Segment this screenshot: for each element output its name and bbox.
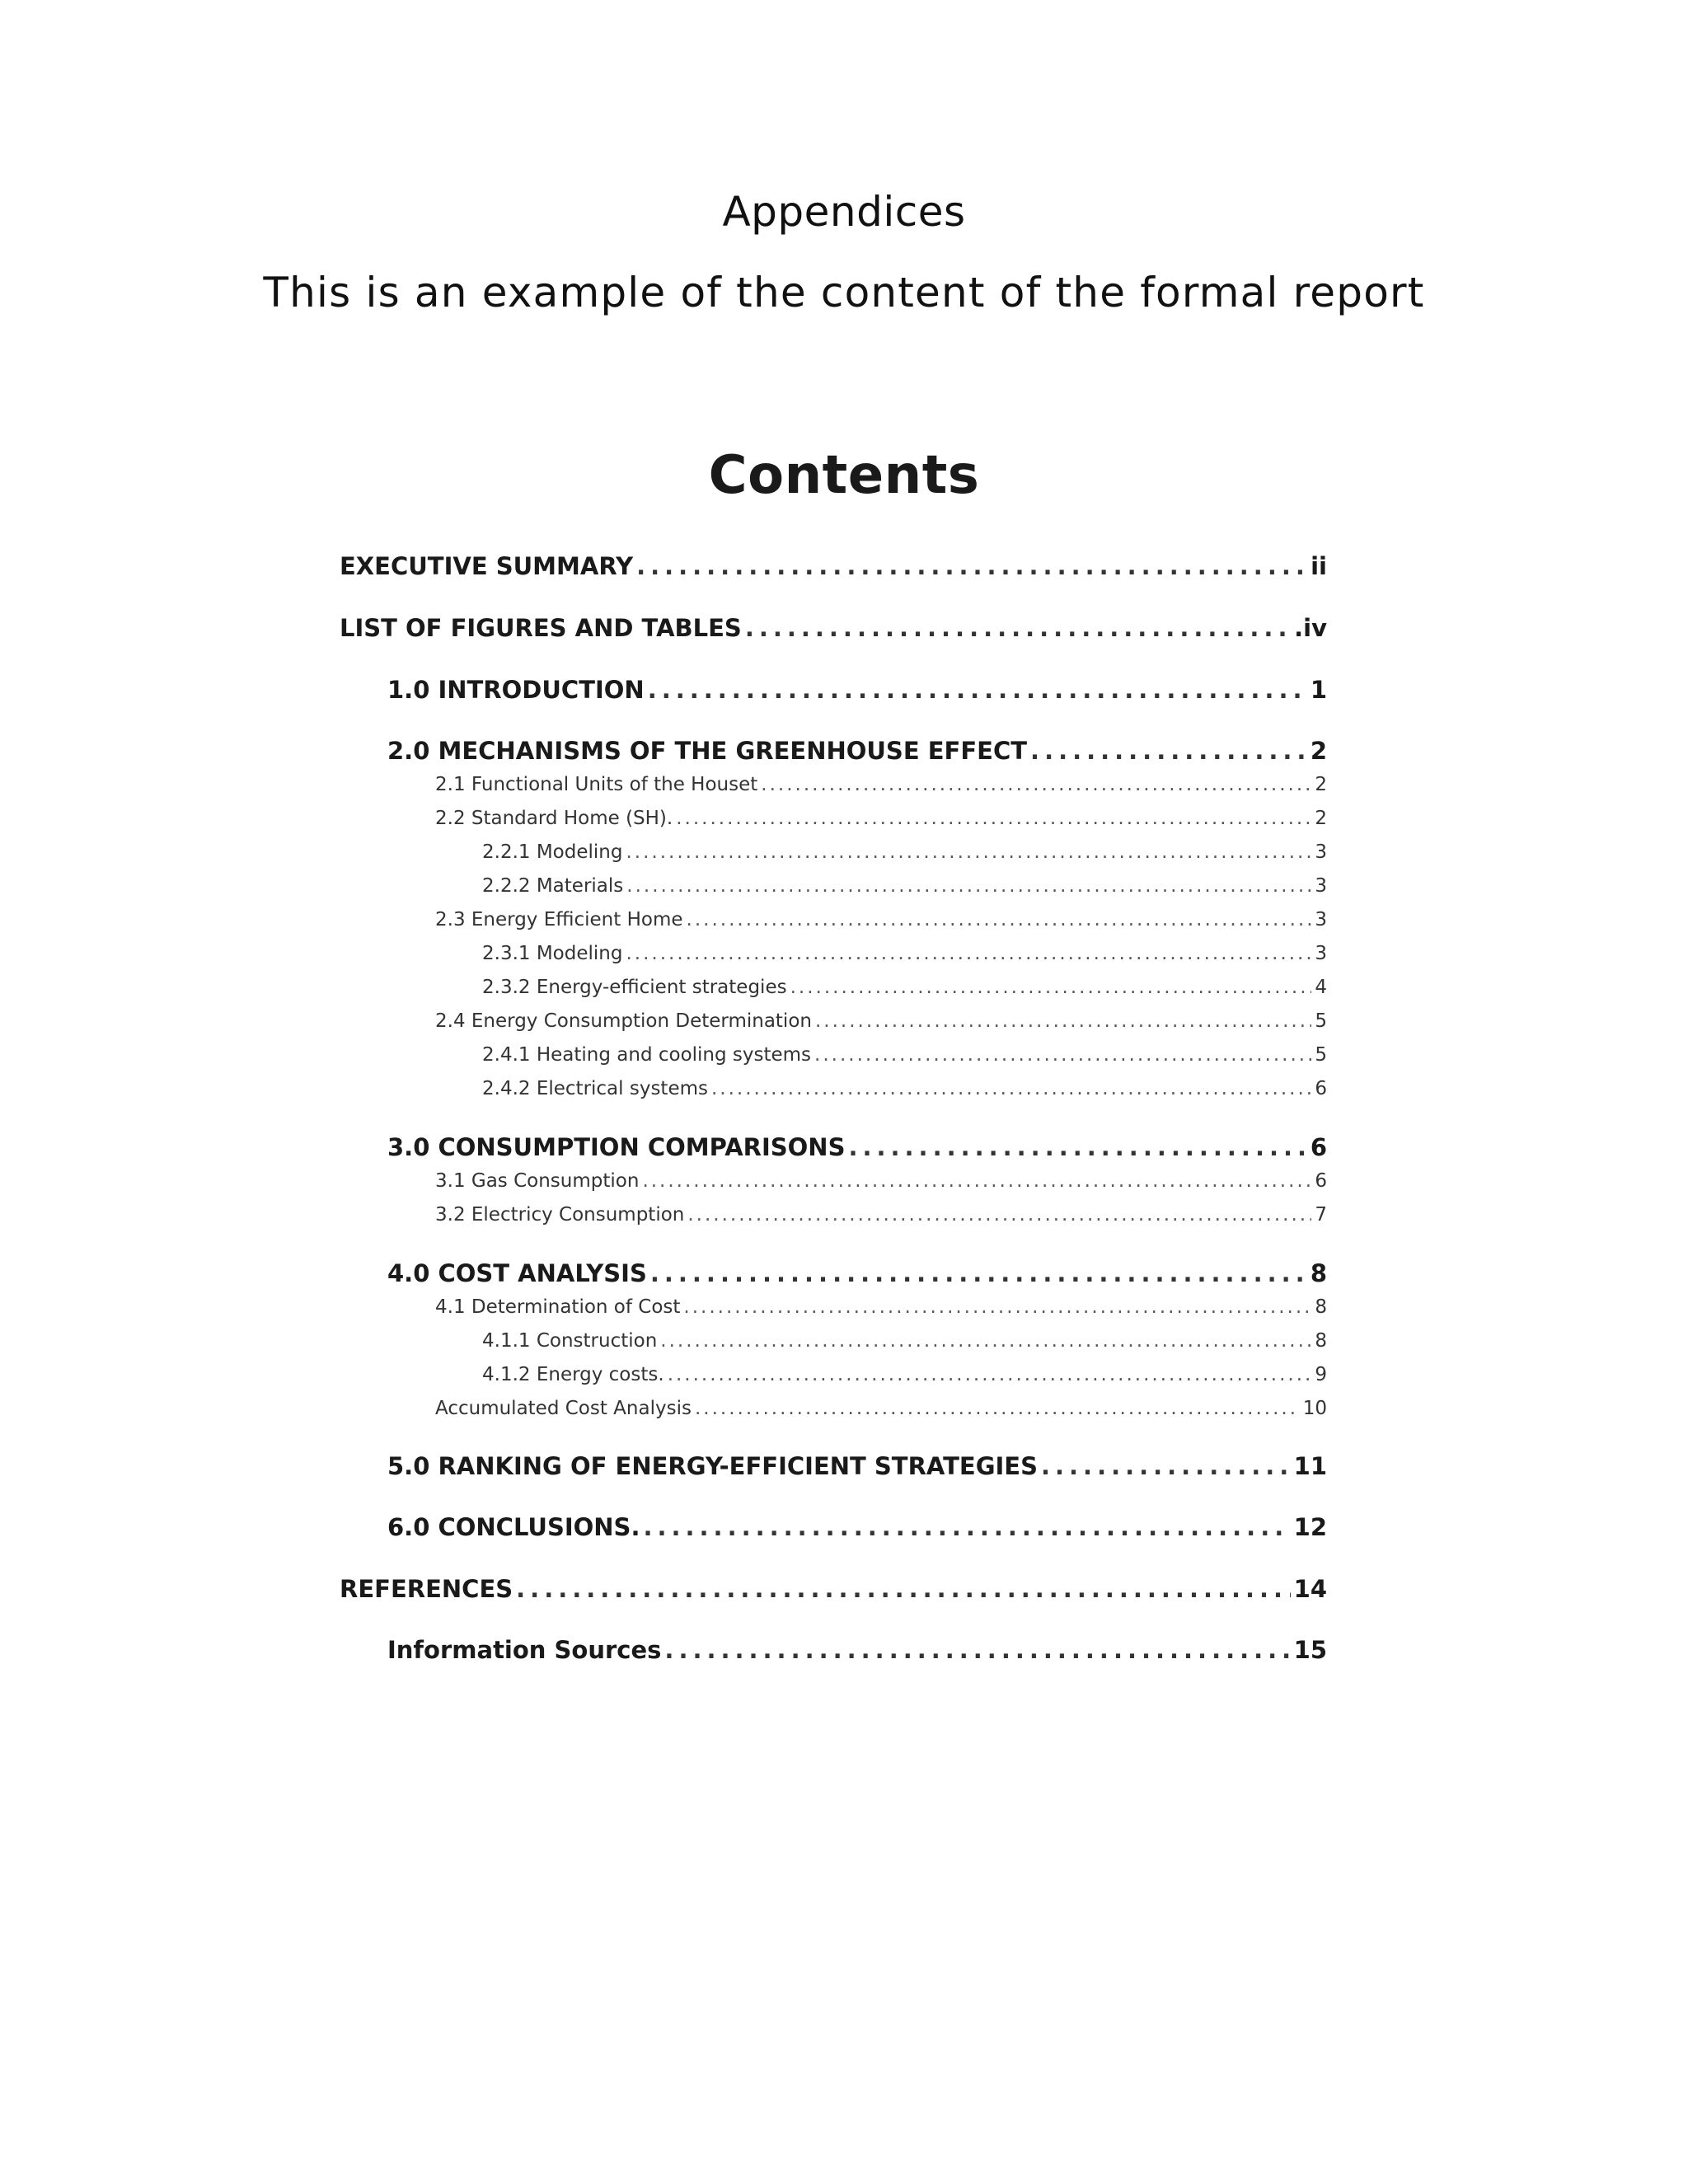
toc-dot-leader: [668, 1364, 1312, 1385]
toc-entry-title: 2.3.1 Modeling: [482, 943, 623, 964]
toc-entry-title: 4.1.1 Construction: [482, 1330, 658, 1352]
toc-dot-leader: [648, 676, 1307, 704]
toc-entry-standard-home[interactable]: [435, 808, 1327, 829]
toc-entry-page: 9: [1315, 1364, 1327, 1385]
toc-dot-leader: [626, 943, 1311, 964]
toc-entry-title: Accumulated Cost Analysis: [435, 1398, 692, 1419]
toc-dot-leader: [745, 614, 1291, 642]
toc-entry-title: 5.0 RANKING OF ENERGY-EFFICIENT STRATEGIES: [387, 1452, 1038, 1480]
toc-entry-page: 2: [1315, 808, 1327, 829]
toc-dot-leader: [687, 909, 1312, 930]
toc-dot-leader: [626, 841, 1311, 863]
toc-entry-page: 1: [1310, 676, 1327, 704]
toc-entry-page: 3: [1315, 909, 1327, 930]
toc-entry-title: 2.3 Energy Efficient Home: [435, 909, 683, 930]
toc-entry-title: REFERENCES: [340, 1575, 513, 1603]
toc-entry-title: 2.4 Energy Consumption Determination: [435, 1010, 812, 1032]
toc-entry-electrical-systems[interactable]: [482, 1078, 1327, 1099]
toc-entry-title: 4.1.2 Energy costs.: [482, 1364, 664, 1385]
toc-entry-sh-materials[interactable]: [482, 875, 1327, 897]
toc-dot-leader: [683, 1296, 1311, 1318]
toc-entry-energy-efficient-home[interactable]: [435, 909, 1327, 930]
toc-entry-title: LIST OF FIGURES AND TABLES: [340, 614, 742, 642]
toc-dot-leader: [711, 1078, 1311, 1099]
toc-entry-title: 2.2 Standard Home (SH).: [435, 808, 673, 829]
toc-entry-title: 2.2.2 Materials: [482, 875, 624, 897]
toc-dot-leader: [660, 1330, 1311, 1352]
toc-entry-page: 4: [1315, 977, 1327, 998]
toc-dot-leader: [1030, 737, 1307, 765]
toc-entry-title: 3.1 Gas Consumption: [435, 1170, 640, 1192]
toc-entry-eeh-modeling[interactable]: [482, 943, 1327, 964]
appendices-title: Appendices: [722, 188, 966, 236]
toc-entry-information-sources[interactable]: [387, 1636, 1327, 1664]
toc-entry-page: 14: [1293, 1575, 1327, 1603]
toc-entry-executive-summary[interactable]: [340, 552, 1327, 580]
toc-entry-title: 3.0 CONSUMPTION COMPARISONS: [387, 1133, 846, 1161]
toc-entry-mechanisms[interactable]: [387, 737, 1327, 765]
toc-entry-page: 7: [1315, 1204, 1327, 1226]
toc-entry-title: 4.0 COST ANALYSIS: [387, 1259, 647, 1287]
toc-entry-page: 5: [1315, 1044, 1327, 1066]
toc-dot-leader: [676, 808, 1311, 829]
toc-dot-leader: [643, 1513, 1290, 1541]
toc-dot-leader: [695, 1398, 1300, 1419]
toc-entry-page: 2: [1310, 737, 1327, 765]
toc-entry-conclusions[interactable]: [387, 1513, 1327, 1541]
toc-entry-title: 2.3.2 Energy-efficient strategies: [482, 977, 787, 998]
toc-entry-consumption-comparisons[interactable]: [387, 1133, 1327, 1161]
toc-dot-leader: [814, 1044, 1311, 1066]
toc-dot-leader: [626, 875, 1311, 897]
toc-entry-title: 2.2.1 Modeling: [482, 841, 623, 863]
contents-heading: Contents: [708, 445, 980, 506]
toc-entry-title: 2.0 MECHANISMS OF THE GREENHOUSE EFFECT: [387, 737, 1028, 765]
toc-entry-page: 11: [1293, 1452, 1327, 1480]
toc-entry-title: 2.4.2 Electrical systems: [482, 1078, 708, 1099]
toc-entry-title: 2.1 Functional Units of the Houset: [435, 774, 758, 795]
toc-dot-leader: [664, 1636, 1290, 1664]
toc-dot-leader: [650, 1259, 1307, 1287]
toc-entry-energy-efficient-strategies[interactable]: [482, 977, 1327, 998]
toc-entry-page: 3: [1315, 875, 1327, 897]
toc-entry-references[interactable]: [340, 1575, 1327, 1603]
toc-entry-determination-of-cost[interactable]: [435, 1296, 1327, 1318]
toc-entry-page: 8: [1315, 1296, 1327, 1318]
toc-entry-page: 2: [1315, 774, 1327, 795]
toc-dot-leader: [848, 1133, 1306, 1161]
toc-entry-introduction[interactable]: [387, 676, 1327, 704]
toc-entry-title: 3.2 Electricy Consumption: [435, 1204, 685, 1226]
toc-entry-page: 3: [1315, 841, 1327, 863]
toc-entry-page: 8: [1310, 1259, 1327, 1287]
toc-entry-title: Information Sources: [387, 1636, 662, 1664]
toc-entry-page: 6: [1310, 1133, 1327, 1161]
toc-entry-page: 12: [1293, 1513, 1327, 1541]
toc-entry-cost-analysis[interactable]: [387, 1259, 1327, 1287]
toc-entry-page: ii: [1311, 552, 1327, 580]
report-subtitle: This is an example of the content of the formal report: [263, 269, 1425, 316]
toc-dot-leader: [790, 977, 1312, 998]
toc-entry-page: .iv: [1294, 614, 1327, 642]
toc-dot-leader: [815, 1010, 1311, 1032]
toc-entry-title: 2.4.1 Heating and cooling systems: [482, 1044, 812, 1066]
toc-entry-accumulated-cost-analysis[interactable]: [435, 1398, 1327, 1419]
toc-entry-functional-units[interactable]: [435, 774, 1327, 795]
toc-entry-heating-cooling[interactable]: [482, 1044, 1327, 1066]
toc-entry-title: EXECUTIVE SUMMARY: [340, 552, 634, 580]
toc-entry-page: 3: [1315, 943, 1327, 964]
toc-entry-title: 4.1 Determination of Cost: [435, 1296, 681, 1318]
toc-entry-electricy-consumption[interactable]: [435, 1204, 1327, 1226]
toc-entry-ranking-strategies[interactable]: [387, 1452, 1327, 1480]
toc-entry-energy-costs[interactable]: [482, 1364, 1327, 1385]
toc-dot-leader: [1041, 1452, 1291, 1480]
toc-entry-list-of-figures[interactable]: [340, 614, 1327, 642]
toc-entry-construction[interactable]: [482, 1330, 1327, 1352]
toc-entry-page: 15: [1293, 1636, 1327, 1664]
toc-entry-page: 10: [1302, 1398, 1327, 1419]
toc-entry-gas-consumption[interactable]: [435, 1170, 1327, 1192]
toc-dot-leader: [761, 774, 1311, 795]
toc-dot-leader: [642, 1170, 1311, 1192]
toc-entry-sh-modeling[interactable]: [482, 841, 1327, 863]
toc-dot-leader: [636, 552, 1307, 580]
toc-entry-page: 5: [1315, 1010, 1327, 1032]
toc-entry-title: 6.0 CONCLUSIONS.: [387, 1513, 640, 1541]
toc-entry-page: 8: [1315, 1330, 1327, 1352]
toc-dot-leader: [516, 1575, 1290, 1603]
toc-entry-page: 6: [1315, 1078, 1327, 1099]
toc-entry-page: 6: [1315, 1170, 1327, 1192]
toc-dot-leader: [687, 1204, 1311, 1226]
toc-entry-energy-consumption-determination[interactable]: [435, 1010, 1327, 1032]
toc-entry-title: 1.0 INTRODUCTION: [387, 676, 645, 704]
